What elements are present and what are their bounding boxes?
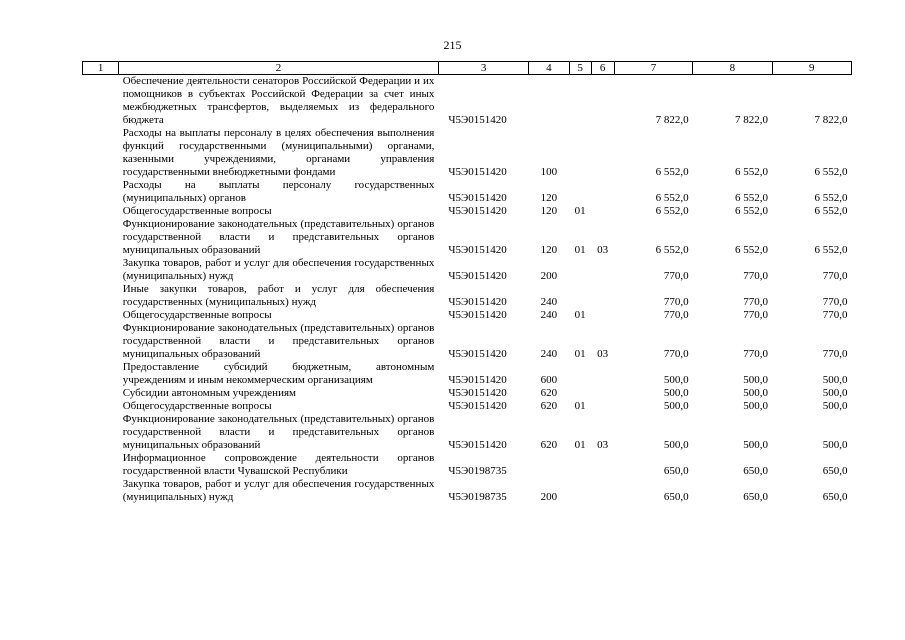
row-amount-year2: 6 552,0 [735, 244, 769, 256]
row-section [569, 361, 591, 387]
row-target-code: Ч5Э0151420 [448, 166, 507, 178]
header-col-4: 4 [529, 62, 569, 75]
row-amount-year3: 500,0 [822, 387, 848, 399]
page-number: 215 [443, 38, 462, 52]
row-subsection [591, 257, 614, 283]
row-amount-year3: 770,0 [822, 309, 848, 321]
row-amount-year3: 500,0 [822, 374, 848, 386]
row-empty-cell [83, 452, 119, 478]
row-name: Расходы на выплаты персоналу государственных (муниципальных) органов [122, 179, 435, 204]
table-row [83, 179, 852, 205]
row-empty-cell [83, 478, 119, 504]
table-row [83, 205, 852, 218]
table-body [83, 75, 852, 505]
row-subsection [591, 387, 614, 400]
row-name: Функционирование законодательных (представительных) органов государственной власти и представительных органов муниципальных образований [122, 218, 435, 256]
row-expense-type: 240 [540, 309, 558, 321]
row-subsection [591, 400, 614, 413]
table-row [83, 75, 852, 128]
table-row [83, 361, 852, 387]
row-empty-cell [83, 361, 119, 387]
row-amount-year2: 770,0 [743, 270, 769, 282]
row-empty-cell [83, 322, 119, 361]
row-name: Расходы на выплаты персоналу в целях обеспечения выполнения функций государственными (муниципальными) органами, казенными учреждениями, органами управления государственными внебюджетными фондами [122, 127, 435, 178]
row-empty-cell [83, 400, 119, 413]
row-subsection [591, 205, 614, 218]
row-subsection: 03 [597, 439, 609, 451]
header-col-6: 6 [591, 62, 614, 75]
table-row [83, 257, 852, 283]
row-amount-year1: 6 552,0 [655, 166, 689, 178]
table-row [83, 127, 852, 179]
row-empty-cell [83, 413, 119, 452]
row-section [569, 452, 591, 478]
row-section: 01 [574, 244, 586, 256]
row-target-code: Ч5Э0151420 [448, 309, 507, 321]
row-expense-type [529, 452, 569, 478]
row-amount-year2: 6 552,0 [735, 166, 769, 178]
row-amount-year1: 770,0 [663, 309, 689, 321]
row-name: Закупка товаров, работ и услуг для обеспечения государственных (муниципальных) нужд [122, 478, 435, 503]
row-section [569, 478, 591, 504]
table-row [83, 309, 852, 322]
row-empty-cell [83, 387, 119, 400]
row-amount-year3: 6 552,0 [814, 205, 848, 217]
row-amount-year1: 6 552,0 [655, 192, 689, 204]
row-subsection [591, 75, 614, 128]
row-name: Предоставление субсидий бюджетным, автономным учреждениям и иным некоммерческим организациям [122, 361, 435, 386]
row-expense-type: 120 [540, 192, 558, 204]
row-name: Общегосударственные вопросы [122, 205, 272, 217]
row-amount-year2: 650,0 [743, 491, 769, 503]
header-col-1: 1 [83, 62, 119, 75]
row-amount-year1: 500,0 [663, 439, 689, 451]
row-amount-year3: 7 822,0 [814, 114, 848, 126]
row-section [569, 257, 591, 283]
row-target-code: Ч5Э0151420 [448, 114, 507, 126]
row-amount-year1: 500,0 [663, 387, 689, 399]
row-amount-year1: 650,0 [663, 465, 689, 477]
table-row [83, 218, 852, 257]
row-expense-type: 200 [540, 491, 558, 503]
row-empty-cell [83, 205, 119, 218]
row-section [569, 75, 591, 128]
table-row [83, 387, 852, 400]
header-col-5: 5 [569, 62, 591, 75]
row-amount-year1: 6 552,0 [655, 244, 689, 256]
row-amount-year1: 500,0 [663, 400, 689, 412]
header-row [83, 62, 852, 75]
row-target-code: Ч5Э0151420 [448, 244, 507, 256]
row-amount-year2: 500,0 [743, 439, 769, 451]
row-expense-type [529, 75, 569, 128]
row-amount-year1: 770,0 [663, 270, 689, 282]
row-empty-cell [83, 257, 119, 283]
row-name: Закупка товаров, работ и услуг для обеспечения государственных (муниципальных) нужд [122, 257, 435, 282]
row-amount-year2: 500,0 [743, 400, 769, 412]
row-amount-year1: 770,0 [663, 296, 689, 308]
row-section: 01 [574, 205, 586, 217]
row-target-code: Ч5Э0151420 [448, 374, 507, 386]
header-col-8: 8 [693, 62, 772, 75]
row-subsection [591, 179, 614, 205]
row-empty-cell [83, 179, 119, 205]
row-amount-year1: 650,0 [663, 491, 689, 503]
row-subsection [591, 478, 614, 504]
row-amount-year2: 650,0 [743, 465, 769, 477]
row-amount-year3: 650,0 [822, 491, 848, 503]
row-subsection [591, 283, 614, 309]
row-amount-year2: 6 552,0 [735, 192, 769, 204]
row-empty-cell [83, 309, 119, 322]
row-amount-year1: 7 822,0 [655, 114, 689, 126]
row-amount-year3: 6 552,0 [814, 244, 848, 256]
header-col-7: 7 [614, 62, 692, 75]
table-row [83, 400, 852, 413]
row-target-code: Ч5Э0151420 [448, 439, 507, 451]
header-col-9: 9 [772, 62, 851, 75]
row-empty-cell [83, 75, 119, 128]
row-amount-year3: 500,0 [822, 439, 848, 451]
row-section: 01 [574, 400, 586, 412]
row-subsection [591, 127, 614, 179]
table-row [83, 452, 852, 478]
row-amount-year3: 770,0 [822, 270, 848, 282]
row-empty-cell [83, 127, 119, 179]
row-expense-type: 240 [540, 348, 558, 360]
row-target-code: Ч5Э0198735 [448, 491, 507, 503]
row-expense-type: 620 [540, 387, 558, 399]
row-name: Иные закупки товаров, работ и услуг для обеспечения государственных (муниципальных) нужд [122, 283, 435, 308]
row-section [569, 127, 591, 179]
row-amount-year3: 6 552,0 [814, 166, 848, 178]
row-name: Субсидии автономным учреждениям [122, 387, 296, 399]
row-name: Функционирование законодательных (представительных) органов государственной власти и представительных органов муниципальных образований [122, 413, 435, 451]
row-expense-type: 200 [540, 270, 558, 282]
row-amount-year3: 500,0 [822, 400, 848, 412]
row-amount-year3: 6 552,0 [814, 192, 848, 204]
row-target-code: Ч5Э0151420 [448, 400, 507, 412]
header-col-2: 2 [119, 62, 439, 75]
row-section: 01 [574, 348, 586, 360]
row-expense-type: 600 [540, 374, 558, 386]
row-amount-year2: 6 552,0 [735, 205, 769, 217]
row-name: Функционирование законодательных (представительных) органов государственной власти и представительных органов муниципальных образований [122, 322, 435, 360]
row-amount-year2: 770,0 [743, 296, 769, 308]
row-expense-type: 620 [540, 439, 558, 451]
row-amount-year1: 500,0 [663, 374, 689, 386]
budget-table [82, 61, 852, 504]
row-expense-type: 100 [540, 166, 558, 178]
table-row [83, 322, 852, 361]
row-expense-type: 240 [540, 296, 558, 308]
row-amount-year2: 7 822,0 [735, 114, 769, 126]
table-row [83, 283, 852, 309]
row-empty-cell [83, 283, 119, 309]
row-expense-type: 120 [540, 205, 558, 217]
row-amount-year1: 6 552,0 [655, 205, 689, 217]
row-name: Общегосударственные вопросы [122, 309, 272, 321]
row-name: Общегосударственные вопросы [122, 400, 272, 412]
row-section: 01 [574, 439, 586, 451]
row-target-code: Ч5Э0151420 [448, 270, 507, 282]
row-amount-year2: 770,0 [743, 348, 769, 360]
row-subsection: 03 [597, 348, 609, 360]
row-subsection [591, 361, 614, 387]
table-row [83, 478, 852, 504]
row-target-code: Ч5Э0198735 [448, 465, 507, 477]
row-section [569, 387, 591, 400]
row-expense-type: 620 [540, 400, 558, 412]
row-empty-cell [83, 218, 119, 257]
row-name: Информационное сопровождение деятельности органов государственной власти Чувашской Республики [122, 452, 435, 477]
row-amount-year3: 770,0 [822, 296, 848, 308]
header-col-3: 3 [438, 62, 528, 75]
row-amount-year1: 770,0 [663, 348, 689, 360]
row-target-code: Ч5Э0151420 [448, 348, 507, 360]
row-name: Обеспечение деятельности сенаторов Российской Федерации и их помощников в субъектах Российской Федерации за счет иных межбюджетных трансфертов, выделяемых из федерального бюджета [122, 75, 435, 126]
row-amount-year3: 650,0 [822, 465, 848, 477]
table-row [83, 413, 852, 452]
row-section [569, 283, 591, 309]
row-amount-year3: 770,0 [822, 348, 848, 360]
row-target-code: Ч5Э0151420 [448, 296, 507, 308]
row-target-code: Ч5Э0151420 [448, 205, 507, 217]
row-subsection [591, 452, 614, 478]
row-amount-year2: 500,0 [743, 387, 769, 399]
row-section [569, 179, 591, 205]
row-amount-year2: 770,0 [743, 309, 769, 321]
row-amount-year2: 500,0 [743, 374, 769, 386]
row-expense-type: 120 [540, 244, 558, 256]
row-section: 01 [574, 309, 586, 321]
row-subsection: 03 [597, 244, 609, 256]
row-target-code: Ч5Э0151420 [448, 192, 507, 204]
row-target-code: Ч5Э0151420 [448, 387, 507, 399]
row-subsection [591, 309, 614, 322]
